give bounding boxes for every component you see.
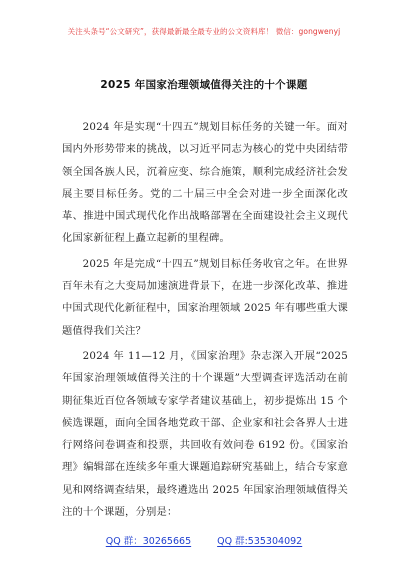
document-title: 2025 年国家治理领域值得关注的十个课题 — [100, 79, 308, 91]
footer — [0, 533, 408, 547]
document-body — [62, 116, 348, 526]
header-banner: 关注头条号“公文研究”，获得最新最全最专业的公文资料库！ 微信：gongwenyj — [67, 27, 341, 36]
paragraph-2: 2025 年是完成“十四五”规划目标任务收官之年。在世界百年未有之大变局加速演进背景下，在进一步深化改革、推进中国式现代化新征程中，国家治理领域 2025 年有哪些重大课题值得我们关注？ — [62, 257, 348, 337]
paragraph-1: 2024 年是实现“十四五”规划目标任务的关键一年。面对国内外形势带来的挑战，以习近平同志为核心的党中央团结带领全国各族人民，沉着应变、综合施策，顺利完成经济社会发展主要目标任务。党的二十届三中全会对进一步全面深化改革、推进中国式现代化作出战略部署在全面建设社会主义现代化国家新征程上矗立起新的里程碑。 — [62, 121, 348, 245]
footer-qq-group-2[interactable]: QQ 群:535304092 — [217, 536, 303, 547]
paragraph-3: 2024 年 11—12 月，《国家治理》杂志深入开展“2025 年国家治理领域值得关注的十个课题”大型调查评选活动在前期征集近百位各领域专家学者建议基础上，初步提炼出 15 个候选课题，面向全国各地党政干部、企业家和社会各界人士进行网络问卷调查和投票，共回收有效问卷 6192 份。《国家治理》编辑部在连续多年重大课题追踪研究基础上，结合专家意见和网络调查结果，最终遴选出 2025 年国家治理领域值得关注的十个课题，分别是： — [62, 349, 348, 519]
footer-qq-group-1[interactable]: QQ 群：30265665 — [105, 536, 192, 547]
